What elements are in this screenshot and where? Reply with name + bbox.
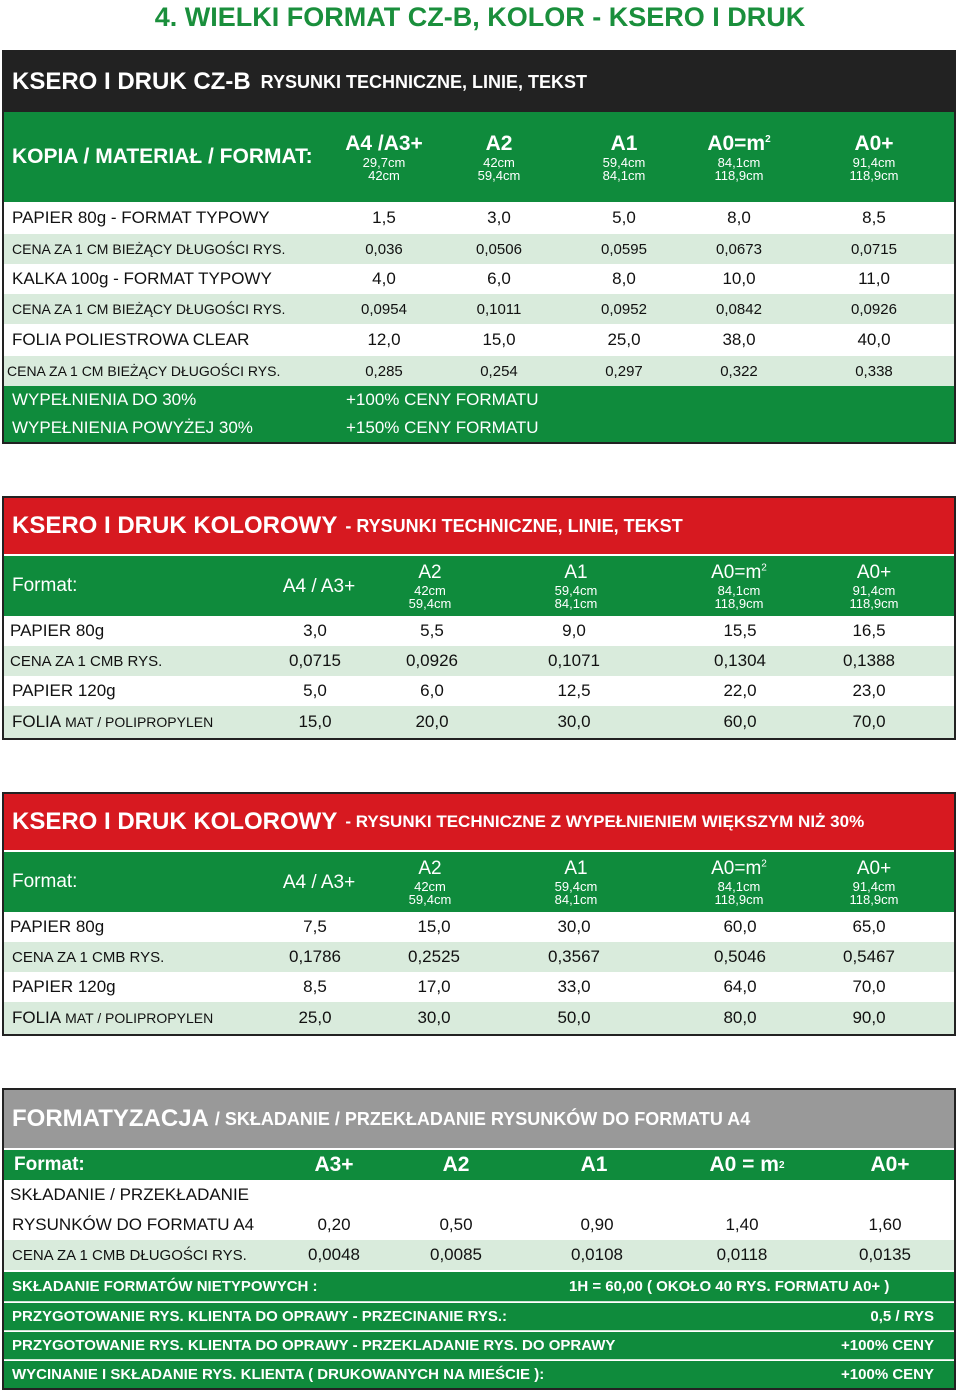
table-row: PAPIER 120g 8,5 17,0 33,0 64,0 70,0 xyxy=(4,972,954,1002)
header-label: Format: xyxy=(12,575,78,596)
table-row: PAPIER 120g 5,0 6,0 12,5 22,0 23,0 xyxy=(4,676,954,706)
section-subtitle: RYSUNKI TECHNICZNE, LINIE, TEKST xyxy=(260,71,588,92)
section-subtitle: - RYSUNKI TECHNICZNE Z WYPEŁNIENIEM WIĘKSZYM NIŻ 30% xyxy=(345,812,865,831)
col-a2: A2 42cm 59,4cm xyxy=(477,131,521,183)
extra-row: SKŁADANIE FORMATÓW NIETYPOWYCH : 1H = 60,00 ( OKOŁO 40 RYS. FORMATU A0+ ) xyxy=(4,1272,954,1302)
header-label: Format: xyxy=(14,1154,85,1175)
section-formatting xyxy=(2,1088,956,1390)
column-header-row xyxy=(4,112,954,202)
table-row: SKŁADANIE / PRZEKŁADANIE RYSUNKÓW DO FORMATU A4 0,20 0,50 0,90 1,40 1,60 xyxy=(4,1180,954,1240)
section-color-fill xyxy=(2,792,956,1036)
section-title: KSERO I DRUK KOLOROWY xyxy=(12,808,338,835)
header-label: KOPIA / MATERIAŁ / FORMAT: xyxy=(12,145,313,168)
col-a0plus: A0+ 91,4cm 118,9cm xyxy=(849,131,899,183)
section-title: FORMATYZACJA xyxy=(12,1105,209,1132)
section-header xyxy=(4,498,954,554)
extra-row: PRZYGOTOWANIE RYS. KLIENTA DO OPRAWY - PRZECINANIE RYS.: 0,5 / RYS xyxy=(4,1303,954,1331)
col-a4: A4 /A3+ 29,7cm 42cm xyxy=(345,131,423,183)
table-row: CENA ZA 1 CM BIEŻĄCY DŁUGOŚCI RYS. 0,285 0,254 0,297 0,322 0,338 xyxy=(4,356,954,386)
fill-row: WYPEŁNIENIA DO 30% +100% CENY FORMATU WYPEŁNIENIA POWYŻEJ 30% +150% CENY FORMATU xyxy=(4,386,954,442)
header-label: Format: xyxy=(12,871,78,892)
table-row: FOLIA POLIESTROWA CLEAR 12,0 15,0 25,0 38,0 40,0 xyxy=(4,324,954,356)
table-row: CENA ZA 1 CM BIEŻĄCY DŁUGOŚCI RYS. 0,0954 0,1011 0,0952 0,0842 0,0926 xyxy=(4,294,954,324)
section-title: KSERO I DRUK KOLOROWY xyxy=(12,512,338,539)
col-a0: $A0=m^2$ 84,1cm 118,9cm xyxy=(707,131,771,183)
table-row: CENA ZA 1 CM BIEŻĄCY DŁUGOŚCI RYS. 0,036 0,0506 0,0595 0,0673 0,0715 xyxy=(4,234,954,264)
extra-row: PRZYGOTOWANIE RYS. KLIENTA DO OPRAWY - PRZEKLADANIE RYS. DO OPRAWY +100% CENY xyxy=(4,1332,954,1360)
col-a1: A1 59,4cm 84,1cm xyxy=(602,131,646,183)
table-row: CENA ZA 1 CMB DŁUGOŚCI RYS. 0,0048 0,0085 0,0108 0,0118 0,0135 xyxy=(4,1240,954,1270)
section-header xyxy=(4,794,954,850)
section-header xyxy=(4,52,954,112)
section-cz-b xyxy=(2,50,956,444)
section-color xyxy=(2,496,956,740)
table-row: CENA ZA 1 CMB RYS. 0,0715 0,0926 0,1071 0,1304 0,1388 xyxy=(4,646,954,676)
table-row: CENA ZA 1 CMB RYS. 0,1786 0,2525 0,3567 0,5046 0,5467 xyxy=(4,942,954,972)
table-row: PAPIER 80g - FORMAT TYPOWY 1,5 3,0 5,0 8,0 8,5 xyxy=(4,202,954,234)
table-row: FOLIA MAT / POLIPROPYLEN 25,0 30,0 50,0 80,0 90,0 xyxy=(4,1002,954,1034)
column-header-row: Format: A4 / A3+ A2 42cm 59,4cm A1 59,4cm 84,1cm $A0=m^2$ 84,1cm 118,9cm A0+ 91,4cm 118,9cm xyxy=(4,556,954,616)
column-header-row: Format: A4 / A3+ A2 42cm 59,4cm A1 59,4cm 84,1cm $A0=m^2$ 84,1cm 118,9cm A0+ 91,4cm 118,9cm xyxy=(4,852,954,912)
column-header-row: Format: A3+ A2 A1 A0 = m 2 A0+ xyxy=(4,1150,954,1180)
table-row: PAPIER 80g 7,5 15,0 30,0 60,0 65,0 xyxy=(4,912,954,942)
extra-row: WYCINANIE I SKŁADANIE RYS. KLIENTA ( DRUKOWANYCH NA MIEŚCIE ): +100% CENY xyxy=(4,1361,954,1388)
section-title: KSERO I DRUK CZ-B xyxy=(12,68,251,95)
table-row: KALKA 100g - FORMAT TYPOWY 4,0 6,0 8,0 10,0 11,0 xyxy=(4,264,954,294)
section-subtitle: / SKŁADANIE / PRZEKŁADANIE RYSUNKÓW DO FORMATU A4 xyxy=(214,1108,751,1129)
table-row: FOLIA MAT / POLIPROPYLEN 15,0 20,0 30,0 60,0 70,0 xyxy=(4,706,954,738)
table-row: PAPIER 80g 3,0 5,5 9,0 15,5 16,5 xyxy=(4,616,954,646)
section-header xyxy=(4,1090,954,1148)
page-title: 4. WIELKI FORMAT CZ-B, KOLOR - KSERO I DRUK xyxy=(154,2,806,32)
section-subtitle: - RYSUNKI TECHNICZNE, LINIE, TEKST xyxy=(345,515,683,536)
